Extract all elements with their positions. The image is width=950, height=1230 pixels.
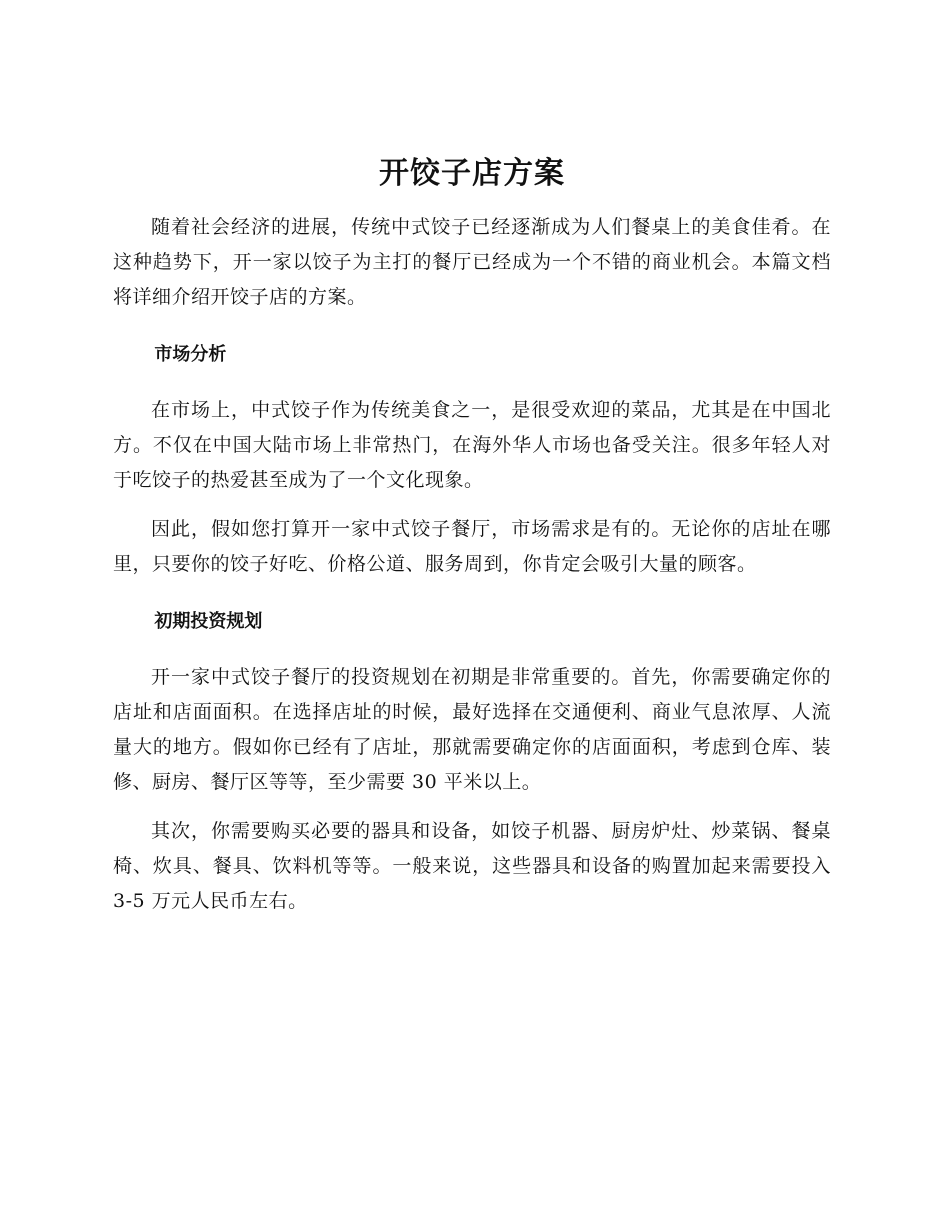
initial-investment-paragraph-2: 其次，你需要购买必要的器具和设备，如饺子机器、厨房炉灶、炒菜锅、餐桌椅、炊具、餐具、饮料机等等。一般来说，这些器具和设备的购置加起来需要投入 3-5 万元人民币左右。 <box>113 820 831 912</box>
intro-paragraph: 随着社会经济的进展，传统中式饺子已经逐渐成为人们餐桌上的美食佳肴。在这种趋势下，开一家以饺子为主打的餐厅已经成为一个不错的商业机会。本篇文档将详细介绍开饺子店的方案。 <box>113 216 831 308</box>
initial-investment-paragraph-1: 开一家中式饺子餐厅的投资规划在初期是非常重要的。首先，你需要确定你的店址和店面面积。在选择店址的时候，最好选择在交通便利、商业气息浓厚、人流量大的地方。假如你已经有了店址，那就需要确定你的店面面积，考虑到仓库、装修、厨房、餐厅区等等，至少需要 30 平米以上。 <box>113 666 831 793</box>
section-heading-market-analysis: 市场分析 <box>154 344 227 365</box>
document-title: 开饺子店方案 <box>379 156 565 191</box>
section-heading-initial-investment: 初期投资规划 <box>154 611 263 632</box>
document-body <box>113 150 831 919</box>
market-analysis-paragraph-1: 在市场上，中式饺子作为传统美食之一，是很受欢迎的菜品，尤其是在中国北方。不仅在中国大陆市场上非常热门，在海外华人市场也备受关注。很多年轻人对于吃饺子的热爱甚至成为了一个文化现象。 <box>113 399 831 491</box>
market-analysis-paragraph-2: 因此，假如您打算开一家中式饺子餐厅，市场需求是有的。无论你的店址在哪里，只要你的饺子好吃、价格公道、服务周到，你肯定会吸引大量的顾客。 <box>113 518 831 575</box>
